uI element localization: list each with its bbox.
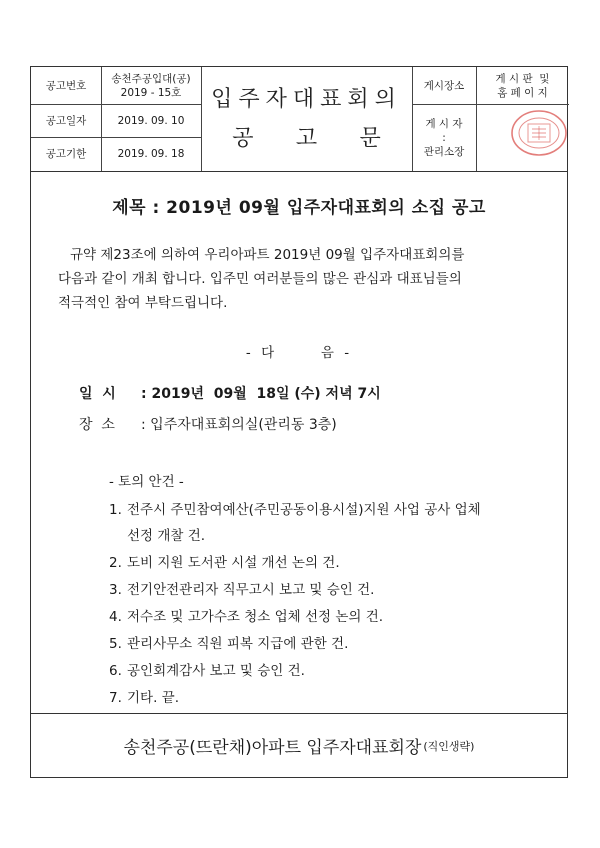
poster-label-line3: 관리소장 — [423, 145, 465, 158]
agenda-item — [109, 631, 549, 657]
notice-no-value — [101, 67, 201, 104]
document-title-line2 — [201, 119, 412, 153]
deadline-label: 공고기한 — [45, 148, 87, 160]
schedule-time — [79, 383, 381, 403]
agenda-item-number: 5. — [109, 636, 122, 652]
notice-header — [31, 67, 567, 172]
agenda-item-text: 관리사무소 직원 피복 지급에 관한 건. — [127, 636, 349, 652]
agenda-item — [109, 658, 549, 684]
poster-label — [412, 104, 476, 171]
notice-date-label: 공고일자 — [45, 114, 87, 127]
agenda-item-number: 2. — [109, 555, 122, 571]
notice-no-label: 공고번호 — [45, 79, 87, 92]
posting-place-value-line2: 홈 페 이 지 — [497, 86, 548, 99]
official-seal-icon — [508, 108, 570, 158]
seal-note: (직인생략) — [423, 739, 475, 753]
document-title-line1: 입주자대표회의 — [211, 86, 402, 112]
notice-date-value: 2019. 09. 10 — [117, 114, 185, 127]
agenda-item-number: 6. — [109, 663, 122, 679]
agenda-item-text: 도비 지원 도서관 시설 개선 논의 건. — [127, 555, 340, 571]
agenda-item-number: 1. — [109, 502, 122, 518]
body-line-3: 적극적인 참여 부탁드립니다. — [58, 295, 228, 311]
schedule-time-value: : 2019년 09월 18일 (수) 저녁 7시 — [141, 386, 381, 402]
notice-footer — [31, 713, 567, 777]
agenda-item — [109, 685, 549, 711]
body-line-1: 규약 제23조에 의하여 우리아파트 2019년 09월 입주자대표회의를 — [70, 247, 465, 263]
schedule-place — [79, 414, 337, 434]
schedule-place-label: 장 소 — [79, 417, 115, 433]
notice-no-value-line1: 송천주공입대(공) — [111, 72, 191, 85]
notice-subject: 제목 : 2019년 09월 입주자대표회의 소집 공고 — [112, 198, 486, 218]
agenda-item-number: 4. — [109, 609, 122, 625]
agenda-item-number: 7. — [109, 690, 122, 706]
notice-body — [58, 243, 558, 315]
title-char-3: 문 — [359, 125, 381, 151]
notice-no-value-line2: 2019 - 15호 — [120, 86, 182, 99]
agenda-item-text-cont: 선정 개찰 건. — [127, 528, 206, 544]
notice-frame — [30, 66, 568, 778]
posting-place-value — [476, 67, 569, 104]
agenda-item-text: 전주시 주민참여예산(주민공동이용시설)지원 사업 공사 업체 — [127, 502, 481, 518]
poster-label-line1: 게 시 자 — [425, 117, 463, 130]
agenda-item — [109, 550, 549, 576]
agenda-item — [109, 604, 549, 630]
agenda-item-text: 저수조 및 고가수조 청소 업체 선정 논의 건. — [127, 609, 384, 625]
agenda-item-text: 전기안전관리자 직무고시 보고 및 승인 건. — [127, 582, 375, 598]
title-char-2: 고 — [295, 125, 318, 151]
agenda-item-text: 기타. 끝. — [127, 690, 179, 706]
deadline-value: 2019. 09. 18 — [117, 148, 185, 160]
poster-label-line2: : — [442, 131, 446, 144]
agenda-list — [109, 497, 549, 712]
agenda-item — [109, 497, 549, 549]
posting-place-label: 게시장소 — [423, 79, 465, 92]
agenda-item-number: 3. — [109, 582, 122, 598]
body-line-2: 다음과 같이 개최 합니다. 입주민 여러분들의 많은 관심과 대표님들의 — [58, 271, 462, 287]
agenda-title: - 토의 안건 - — [109, 474, 184, 490]
dagum-heading: - 다 음 - — [245, 345, 353, 361]
schedule-place-value: : 입주자대표회의실(관리동 3층) — [141, 417, 337, 433]
posting-place-value-line1: 게 시 판 및 — [495, 72, 550, 85]
signature: 송천주공(뜨란채)아파트 입주자대표회장 — [123, 738, 422, 758]
schedule-time-label: 일 시 — [79, 386, 116, 402]
agenda-item-text: 공인회계감사 보고 및 승인 건. — [127, 663, 305, 679]
agenda-item — [109, 577, 549, 603]
title-char-1: 공 — [232, 125, 254, 151]
